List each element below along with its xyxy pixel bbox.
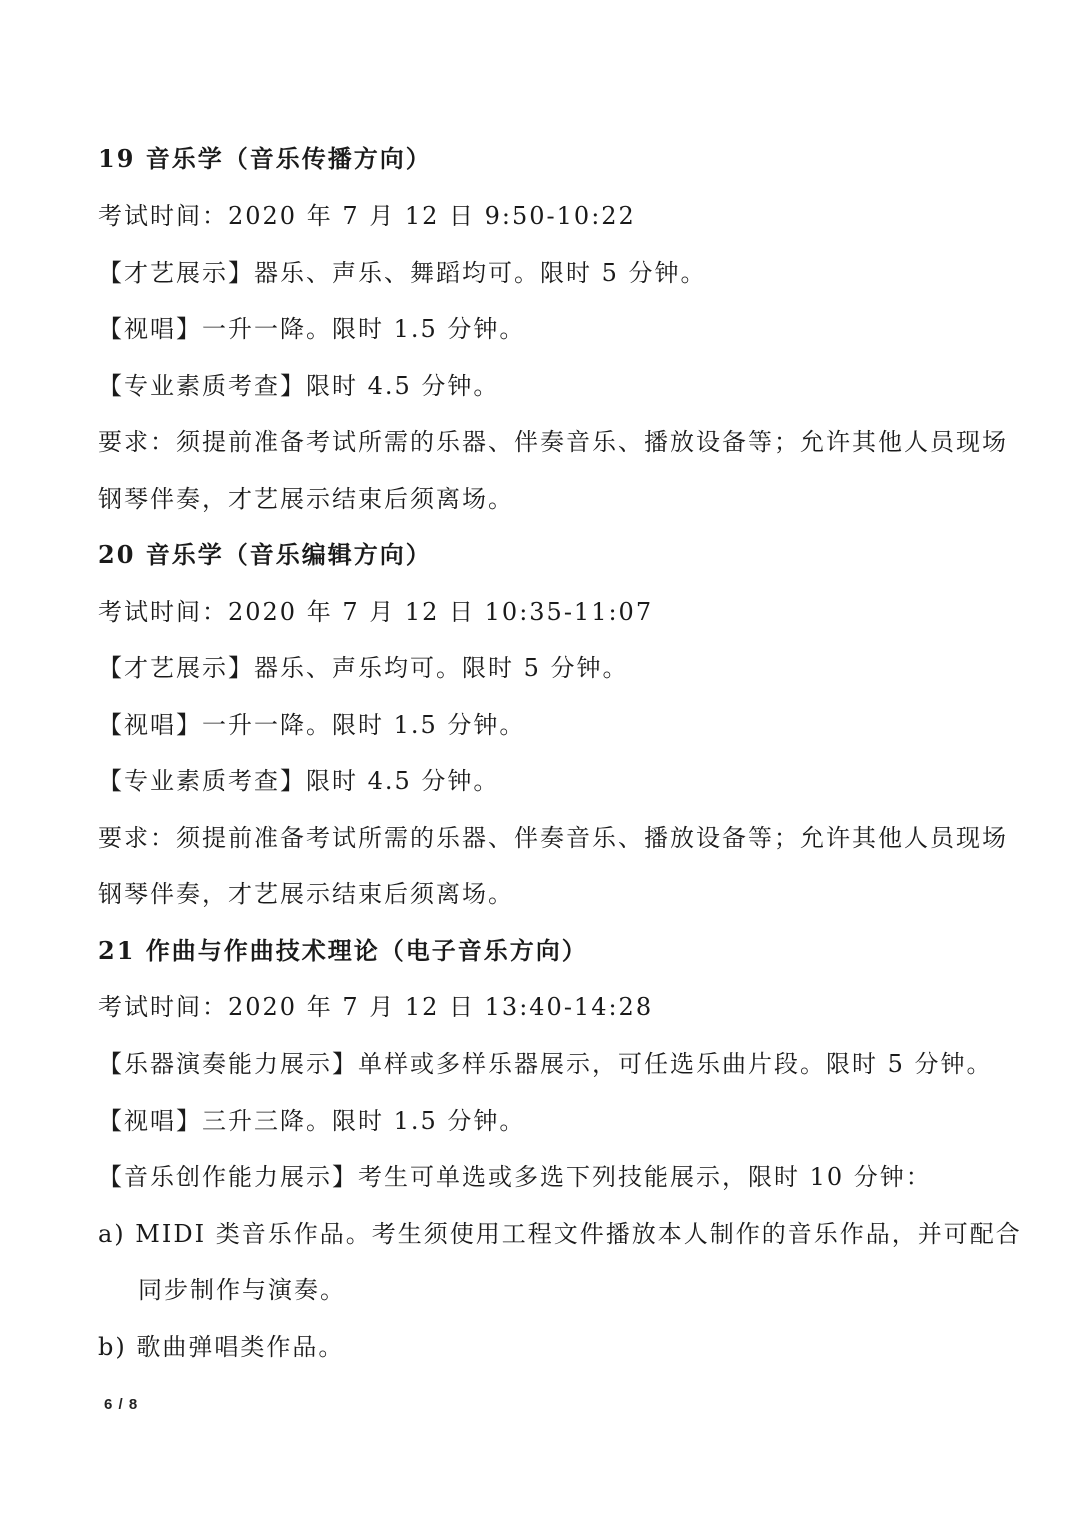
exam-time-21: 考试时间：2020 年 7 月 12 日 13:40-14:28 xyxy=(98,993,654,1021)
section-heading-20: 20 音乐学（音乐编辑方向） xyxy=(98,540,432,569)
list-item-a-line2: 同步制作与演奏。 xyxy=(138,1276,346,1304)
exam-time-19: 考试时间：2020 年 7 月 12 日 9:50-10:22 xyxy=(98,202,636,230)
item-instrument-21: 【乐器演奏能力展示】单样或多样乐器展示，可任选乐曲片段。限时 5 分钟。 xyxy=(98,1050,993,1078)
item-sightsinging-21: 【视唱】三升三降。限时 1.5 分钟。 xyxy=(98,1107,526,1135)
exam-time-20: 考试时间：2020 年 7 月 12 日 10:35-11:07 xyxy=(98,598,654,626)
section-heading-19: 19 音乐学（音乐传播方向） xyxy=(98,144,432,173)
requirement-20-line1: 要求：须提前准备考试所需的乐器、伴奏音乐、播放设备等；允许其他人员现场 xyxy=(98,824,1008,852)
item-sightsinging-19: 【视唱】一升一降。限时 1.5 分钟。 xyxy=(98,315,526,343)
requirement-19-line1: 要求：须提前准备考试所需的乐器、伴奏音乐、播放设备等；允许其他人员现场 xyxy=(98,428,1008,456)
list-item-b: b) 歌曲弹唱类作品。 xyxy=(98,1333,345,1361)
item-talent-20: 【才艺展示】器乐、声乐均可。限时 5 分钟。 xyxy=(98,654,629,682)
item-talent-19: 【才艺展示】器乐、声乐、舞蹈均可。限时 5 分钟。 xyxy=(98,259,707,287)
item-quality-20: 【专业素质考查】限时 4.5 分钟。 xyxy=(98,767,500,795)
requirement-19-line2: 钢琴伴奏，才艺展示结束后须离场。 xyxy=(98,485,514,513)
item-quality-19: 【专业素质考查】限时 4.5 分钟。 xyxy=(98,372,500,400)
list-item-a-line1: a) MIDI 类音乐作品。考生须使用工程文件播放本人制作的音乐作品，并可配合 xyxy=(98,1220,1022,1248)
page-number: 6 / 8 xyxy=(104,1396,139,1413)
item-sightsinging-20: 【视唱】一升一降。限时 1.5 分钟。 xyxy=(98,711,526,739)
requirement-20-line2: 钢琴伴奏，才艺展示结束后须离场。 xyxy=(98,880,514,908)
item-creation-21: 【音乐创作能力展示】考生可单选或多选下列技能展示，限时 10 分钟： xyxy=(98,1163,932,1191)
section-heading-21: 21 作曲与作曲技术理论（电子音乐方向） xyxy=(98,936,588,965)
